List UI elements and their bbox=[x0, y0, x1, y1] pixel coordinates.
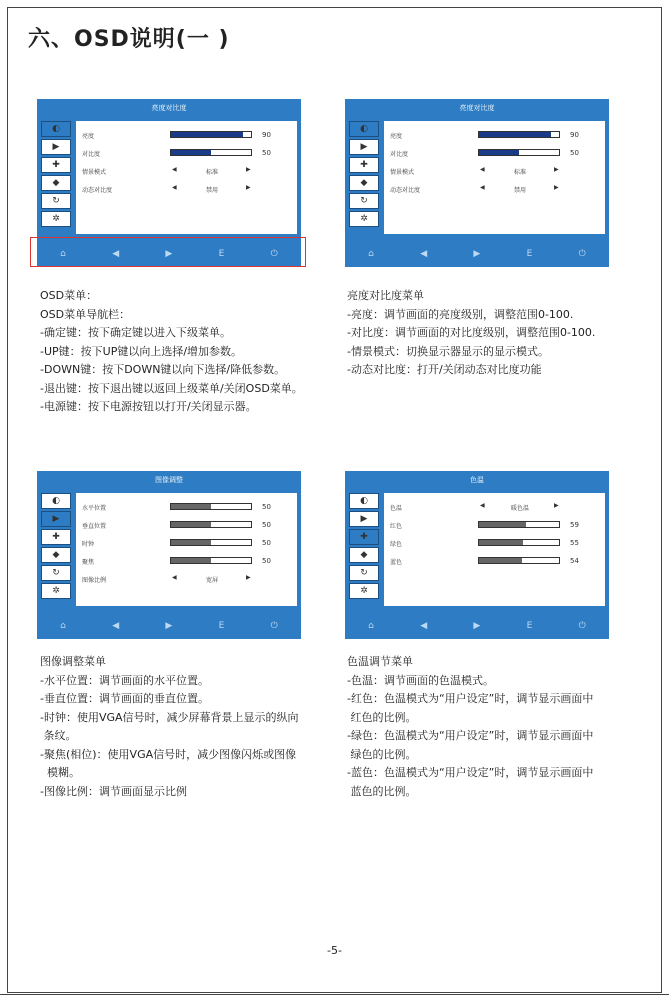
menu-row[interactable] bbox=[388, 129, 603, 141]
panel-title: 亮度对比度 bbox=[459, 104, 495, 112]
value-bar-fill bbox=[171, 132, 243, 137]
value-text: 55 bbox=[570, 539, 579, 547]
arrow-right-icon[interactable]: ▶ bbox=[554, 166, 559, 173]
power-button[interactable]: ⏻ bbox=[270, 621, 278, 631]
option-value: 暖色温 bbox=[510, 505, 529, 512]
value-text: 50 bbox=[262, 149, 271, 157]
menu-row-label: 蓝色 bbox=[390, 559, 403, 566]
osd-settings-icon[interactable]: ◆ bbox=[41, 547, 71, 563]
power-button[interactable]: ⏻ bbox=[578, 621, 586, 631]
panel-title: 亮度对比度 bbox=[151, 104, 187, 112]
image-adjust-icon[interactable]: ▶ bbox=[41, 139, 71, 155]
panel-title: 色温 bbox=[470, 476, 484, 484]
arrow-left-icon[interactable]: ◀ bbox=[480, 184, 485, 191]
option-value: 禁用 bbox=[205, 187, 218, 194]
osd-settings-icon[interactable]: ◆ bbox=[41, 175, 71, 191]
menu-row[interactable] bbox=[80, 165, 295, 177]
right-button[interactable]: ▶ bbox=[165, 621, 173, 631]
value-bar[interactable] bbox=[478, 149, 560, 156]
power-button[interactable]: ⏻ bbox=[270, 249, 278, 259]
panel-content bbox=[384, 121, 605, 234]
arrow-right-icon[interactable]: ▶ bbox=[554, 184, 559, 191]
image-menu-description: 图像调整菜单 -水平位置：调节画面的水平位置。 -垂直位置：调节画面的垂直位置。 -时钟：使用VGA信号时，减少屏幕背景上显示的纵向 条纹。 -聚焦(相位)：使用VGA信号时，减少图像闪烁或图像 模糊。 -图像比例：调节画面显示比例 bbox=[40, 655, 299, 798]
enter-button[interactable]: E bbox=[218, 621, 225, 631]
home-button[interactable]: ⌂ bbox=[368, 621, 374, 631]
osd-settings-icon[interactable]: ◆ bbox=[349, 175, 379, 191]
enter-button[interactable]: E bbox=[526, 621, 533, 631]
value-text: 50 bbox=[262, 503, 271, 511]
value-text: 50 bbox=[262, 557, 271, 565]
menu-row-label: 动态对比度 bbox=[390, 187, 421, 194]
page-number: -5- bbox=[327, 944, 342, 957]
extra-settings-icon[interactable]: ✲ bbox=[41, 583, 71, 599]
menu-row-label: 亮度 bbox=[82, 133, 95, 140]
reset-icon[interactable]: ↻ bbox=[349, 565, 379, 581]
menu-row-label: 亮度 bbox=[390, 133, 403, 140]
menu-row-label: 红色 bbox=[390, 523, 403, 530]
arrow-left-icon[interactable]: ◀ bbox=[172, 184, 177, 191]
menu-row-label: 对比度 bbox=[82, 151, 101, 158]
panel-content bbox=[76, 493, 297, 606]
reset-icon[interactable]: ↻ bbox=[41, 193, 71, 209]
nav-bar bbox=[37, 613, 301, 639]
option-value: 标准 bbox=[205, 169, 218, 176]
value-bar-fill bbox=[171, 522, 211, 527]
brightness-icon[interactable]: ◐ bbox=[41, 493, 71, 509]
extra-settings-icon[interactable]: ✲ bbox=[349, 583, 379, 599]
nav-bar bbox=[345, 241, 609, 267]
brightness-menu-description: 亮度对比度菜单 -亮度：调节画面的亮度级别，调整范围0-100. -对比度：调节画面的对比度级别，调整范围0-100. -情景模式：切换显示器显示的显示模式。 -动态对比度：打开/关闭动态对比度功能 bbox=[347, 289, 596, 376]
menu-row-label: 水平位置 bbox=[82, 505, 107, 512]
image-adjust-icon[interactable]: ▶ bbox=[41, 511, 71, 527]
home-button[interactable]: ⌂ bbox=[60, 249, 66, 259]
brightness-icon[interactable]: ◐ bbox=[41, 121, 71, 137]
osd-settings-icon[interactable]: ◆ bbox=[349, 547, 379, 563]
value-bar-fill bbox=[171, 558, 211, 563]
color-temp-icon[interactable]: ✚ bbox=[41, 157, 71, 173]
value-bar[interactable] bbox=[170, 149, 252, 156]
value-bar[interactable] bbox=[170, 131, 252, 138]
menu-row[interactable] bbox=[388, 501, 603, 513]
brightness-icon[interactable]: ◐ bbox=[349, 121, 379, 137]
option-value: 标准 bbox=[513, 169, 526, 176]
arrow-right-icon[interactable]: ▶ bbox=[246, 166, 251, 173]
menu-row[interactable] bbox=[80, 129, 295, 141]
value-bar[interactable] bbox=[170, 503, 252, 510]
value-text: 54 bbox=[570, 557, 579, 565]
value-bar[interactable] bbox=[478, 539, 560, 546]
menu-row[interactable] bbox=[80, 537, 295, 549]
nav-bar bbox=[345, 613, 609, 639]
menu-row[interactable] bbox=[388, 555, 603, 567]
power-button[interactable]: ⏻ bbox=[578, 249, 586, 259]
menu-row[interactable] bbox=[80, 147, 295, 159]
home-button[interactable]: ⌂ bbox=[368, 249, 374, 259]
menu-row[interactable] bbox=[80, 555, 295, 567]
brightness-icon[interactable]: ◐ bbox=[349, 493, 379, 509]
color-temp-icon[interactable]: ✚ bbox=[349, 157, 379, 173]
right-button[interactable]: ▶ bbox=[165, 249, 173, 259]
arrow-left-icon[interactable]: ◀ bbox=[172, 166, 177, 173]
reset-icon[interactable]: ↻ bbox=[349, 193, 379, 209]
value-bar[interactable] bbox=[170, 521, 252, 528]
value-bar-fill bbox=[171, 540, 211, 545]
menu-row-label: 绿色 bbox=[390, 541, 403, 548]
color-temp-icon[interactable]: ✚ bbox=[41, 529, 71, 545]
value-text: 59 bbox=[570, 521, 579, 529]
menu-row-label: 垂直位置 bbox=[82, 523, 107, 530]
left-button[interactable]: ◀ bbox=[112, 621, 120, 631]
menu-row[interactable] bbox=[388, 147, 603, 159]
value-bar-fill bbox=[479, 522, 526, 527]
menu-row[interactable] bbox=[388, 165, 603, 177]
enter-button[interactable]: E bbox=[526, 249, 533, 259]
panel-content bbox=[76, 121, 297, 234]
arrow-right-icon[interactable]: ▶ bbox=[246, 574, 251, 581]
menu-row-label: 情景模式 bbox=[82, 169, 107, 176]
image-adjust-icon[interactable]: ▶ bbox=[349, 139, 379, 155]
bottom-divider bbox=[0, 994, 669, 995]
home-button[interactable]: ⌂ bbox=[60, 621, 66, 631]
panel-title: 图像调整 bbox=[155, 476, 183, 484]
extra-settings-icon[interactable]: ✲ bbox=[41, 211, 71, 227]
page-title: 六、OSD说明(一 ) bbox=[28, 27, 230, 52]
color-temp-icon[interactable]: ✚ bbox=[349, 529, 379, 545]
value-bar[interactable] bbox=[170, 557, 252, 564]
arrow-left-icon[interactable]: ◀ bbox=[480, 502, 485, 509]
menu-row-label: 动态对比度 bbox=[82, 187, 113, 194]
menu-row[interactable] bbox=[80, 501, 295, 513]
value-bar[interactable] bbox=[478, 131, 560, 138]
value-text: 50 bbox=[570, 149, 579, 157]
menu-row[interactable] bbox=[388, 519, 603, 531]
osd-panel-brightness-2 bbox=[345, 99, 609, 267]
menu-row-label: 色温 bbox=[390, 505, 403, 512]
value-text: 50 bbox=[262, 521, 271, 529]
value-bar-fill bbox=[479, 150, 519, 155]
option-value: 宽屏 bbox=[205, 577, 218, 584]
menu-row-label: 图像比例 bbox=[82, 577, 107, 584]
left-button[interactable]: ◀ bbox=[420, 249, 428, 259]
value-bar-fill bbox=[171, 150, 211, 155]
menu-row[interactable] bbox=[80, 183, 295, 195]
value-bar[interactable] bbox=[478, 557, 560, 564]
enter-button[interactable]: E bbox=[218, 249, 225, 259]
menu-row[interactable] bbox=[388, 537, 603, 549]
osd-menu-description: OSD菜单： OSD菜单导航栏： -确定键：按下确定键以进入下级菜单。 -UP键：按下UP键以向上选择/增加参数。 -DOWN键：按下DOWN键以向下选择/降低参数。 -退出键：按下退出键以返回上级菜单/关闭OSD菜单。 -电源键：按下电源按钮以打开/关闭显示器。 bbox=[40, 289, 303, 413]
value-text: 90 bbox=[262, 131, 271, 139]
nav-bar-highlight bbox=[30, 237, 306, 267]
arrow-right-icon[interactable]: ▶ bbox=[554, 502, 559, 509]
osd-panel-image-adjust bbox=[37, 471, 301, 639]
value-bar-fill bbox=[479, 558, 522, 563]
right-button[interactable]: ▶ bbox=[473, 249, 481, 259]
value-bar[interactable] bbox=[478, 521, 560, 528]
menu-row-label: 聚焦 bbox=[82, 559, 95, 566]
panel-content bbox=[384, 493, 605, 606]
right-button[interactable]: ▶ bbox=[473, 621, 481, 631]
value-bar[interactable] bbox=[170, 539, 252, 546]
value-bar-fill bbox=[479, 540, 523, 545]
osd-panel-color-temp bbox=[345, 471, 609, 639]
value-text: 50 bbox=[262, 539, 271, 547]
arrow-left-icon[interactable]: ◀ bbox=[480, 166, 485, 173]
extra-settings-icon[interactable]: ✲ bbox=[349, 211, 379, 227]
value-bar-fill bbox=[171, 504, 211, 509]
menu-row[interactable] bbox=[388, 183, 603, 195]
menu-row[interactable] bbox=[80, 573, 295, 585]
left-button[interactable]: ◀ bbox=[420, 621, 428, 631]
value-text: 90 bbox=[570, 131, 579, 139]
arrow-right-icon[interactable]: ▶ bbox=[246, 184, 251, 191]
menu-row-label: 对比度 bbox=[390, 151, 409, 158]
color-temp-menu-description: 色温调节菜单 -色温：调节画面的色温模式。 -红色：色温模式为“用户设定”时，调节显示画面中 红色的比例。 -绿色：色温模式为“用户设定”时，调节显示画面中 绿色的比例。 -蓝色：色温模式为“用户设定”时，调节显示画面中 蓝色的比例。 bbox=[347, 655, 594, 798]
value-bar-fill bbox=[479, 132, 551, 137]
reset-icon[interactable]: ↻ bbox=[41, 565, 71, 581]
left-button[interactable]: ◀ bbox=[112, 249, 120, 259]
arrow-left-icon[interactable]: ◀ bbox=[172, 574, 177, 581]
menu-row-label: 时钟 bbox=[82, 541, 95, 548]
image-adjust-icon[interactable]: ▶ bbox=[349, 511, 379, 527]
option-value: 禁用 bbox=[513, 187, 526, 194]
menu-row[interactable] bbox=[80, 519, 295, 531]
menu-row-label: 情景模式 bbox=[390, 169, 415, 176]
